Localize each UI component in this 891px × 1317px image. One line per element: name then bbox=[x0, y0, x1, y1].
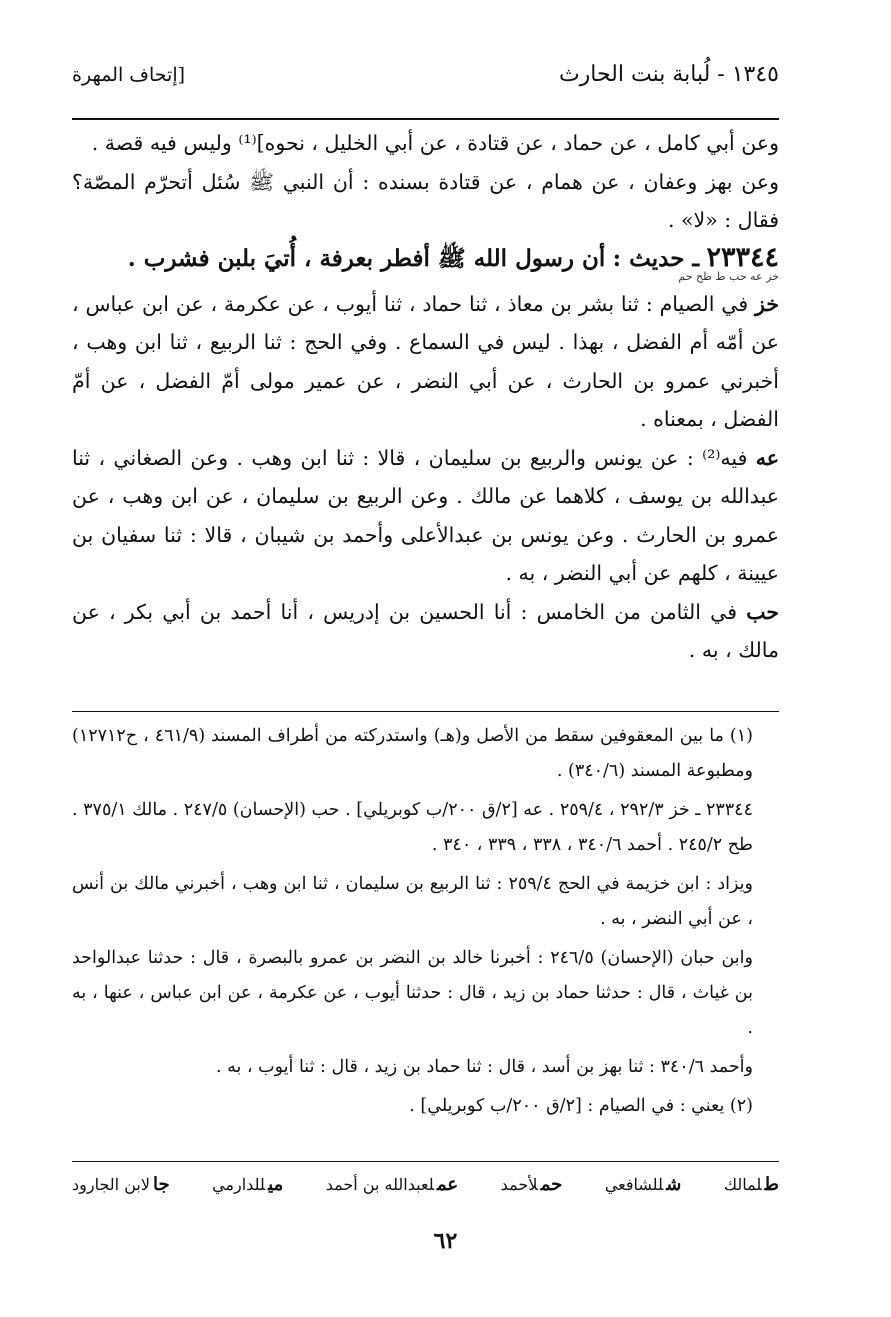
footnote: (١) ما بين المعقوفين سقط من الأصل و(هـ) واستدركته من أطراف المسند (٤٦١/٩ ، ح١٢٧١٢) ومطبوعة المسند (٣٤٠/٦) . bbox=[72, 726, 753, 781]
legend-item: طلمالك bbox=[723, 1174, 779, 1195]
page-number: ٦٢ bbox=[433, 1228, 458, 1254]
hadith-heading bbox=[72, 240, 779, 277]
paragraph-text: فيه⁽²⁾ : عن يونس والربيع بن سليمان ، قالا : ثنا ابن وهب . وعن الصغاني ، ثنا عبدالله بن يوسف ، كلاهما عن مالك . وعن الربيع بن سليمان ، عن ابن وهب ، عن عمرو بن الحارث . وعن يونس بن عبدالأعلى وأحمد بن شيبان ، قالا : ثنا سفيان بن عيينة ، كلهم عن أبي النضر ، به . bbox=[72, 445, 779, 585]
page-header bbox=[72, 62, 779, 102]
paragraph bbox=[72, 593, 779, 670]
text-line: وعن أبي كامل ، عن حماد ، عن قتادة ، عن أبي الخليل ، نحوه]⁽¹⁾ وليس فيه قصة . bbox=[91, 131, 779, 155]
abbreviation-legend bbox=[72, 1171, 779, 1199]
main-text bbox=[72, 124, 779, 670]
legend-item: عملعبدالله بن أحمد bbox=[325, 1174, 459, 1195]
footnote-rule bbox=[72, 711, 779, 712]
text-line: وعن بهز وعفان ، عن همام ، عن قتادة بسنده : أن النبي ﷺ سُئل أتحرّم المصّة؟ فقال : «لا» . bbox=[72, 169, 779, 232]
hadith-label: ـ حديث : bbox=[612, 244, 700, 272]
hadith-source-codes: خز عه حب ط طح حم bbox=[678, 269, 779, 283]
hadith-text: أن رسول الله ﷺ أفطر بعرفة ، أُتيَ بلبن فشرب . bbox=[127, 244, 606, 272]
footnote: وأحمد ٣٤٠/٦ : ثنا بهز بن أسد ، قال : ثنا حماد بن زيد ، قال : ثنا أيوب ، به . bbox=[216, 1057, 753, 1077]
hadith-number: ٢٣٣٤٤ bbox=[706, 241, 779, 273]
footnote: (٢) يعني : في الصيام : [٢/ق ٢٠٠/ب كوبريلي] . bbox=[409, 1096, 753, 1116]
footnote: وابن حبان (الإحسان) ٢٤٦/٥ : أخبرنا خالد بن النضر بن عمرو بالبصرة ، قال : حدثنا عبدالواحد بن غياث ، قال : حدثنا حماد بن زيد ، قال : حدثنا أيوب ، عن عكرمة ، عن ابن عباس ، عنها ، به . bbox=[72, 948, 753, 1038]
paragraph-text: في الثامن من الخامس : أنا الحسين بن إدريس ، أنا أحمد بن أبي بكر ، عن مالك ، به . bbox=[72, 599, 779, 662]
header-rule bbox=[72, 118, 779, 120]
chapter-title: ١٣٤٥ - لُبابة بنت الحارث bbox=[558, 62, 779, 87]
legend-item: حملأحمد bbox=[500, 1174, 563, 1195]
source-code: خز bbox=[755, 291, 779, 316]
paragraph bbox=[72, 285, 779, 439]
legend-item: شللشافعي bbox=[604, 1174, 682, 1195]
legend-rule bbox=[72, 1161, 779, 1162]
book-title: [إتحاف المهرة bbox=[72, 64, 186, 86]
paragraph-text: في الصيام : ثنا بشر بن معاذ ، ثنا حماد ، ثنا أيوب ، عن عكرمة ، عن ابن عباس ، عن أمّه أم الفضل ، بهذا . ليس في السماع . وفي الحج : ثنا الربيع ، ثنا ابن وهب ، أخبرني عمرو بن الحارث ، عن أبي النضر ، عن عمير مولى أمّ الفضل ، عن أمّ الفضل ، بمعناه . bbox=[72, 291, 779, 431]
paragraph bbox=[72, 439, 779, 593]
legend-item: جالابن الجارود bbox=[72, 1174, 170, 1195]
legend-item: ميللدارمي bbox=[212, 1174, 284, 1195]
footnote: ويزاد : ابن خزيمة في الحج ٢٥٩/٤ : ثنا الربيع بن سليمان ، ثنا ابن وهب ، أخبرني مالك بن أنس ، عن أبي النضر ، به . bbox=[72, 874, 753, 929]
footnotes bbox=[72, 719, 779, 1128]
source-code: حب bbox=[746, 599, 779, 624]
footnote: ٢٣٣٤٤ ـ خز ٢٩٢/٣ ، ٢٥٩/٤ . عه [٢/ق ٢٠٠/ب كوبريلي] . حب (الإحسان) ٢٤٧/٥ . مالك ٣٧٥/١ . طح ٢٤٥/٢ . أحمد ٣٤٠/٦ ، ٣٣٨ ، ٣٣٩ ، ٣٤٠ . bbox=[72, 800, 753, 855]
source-code: عه bbox=[755, 445, 779, 470]
